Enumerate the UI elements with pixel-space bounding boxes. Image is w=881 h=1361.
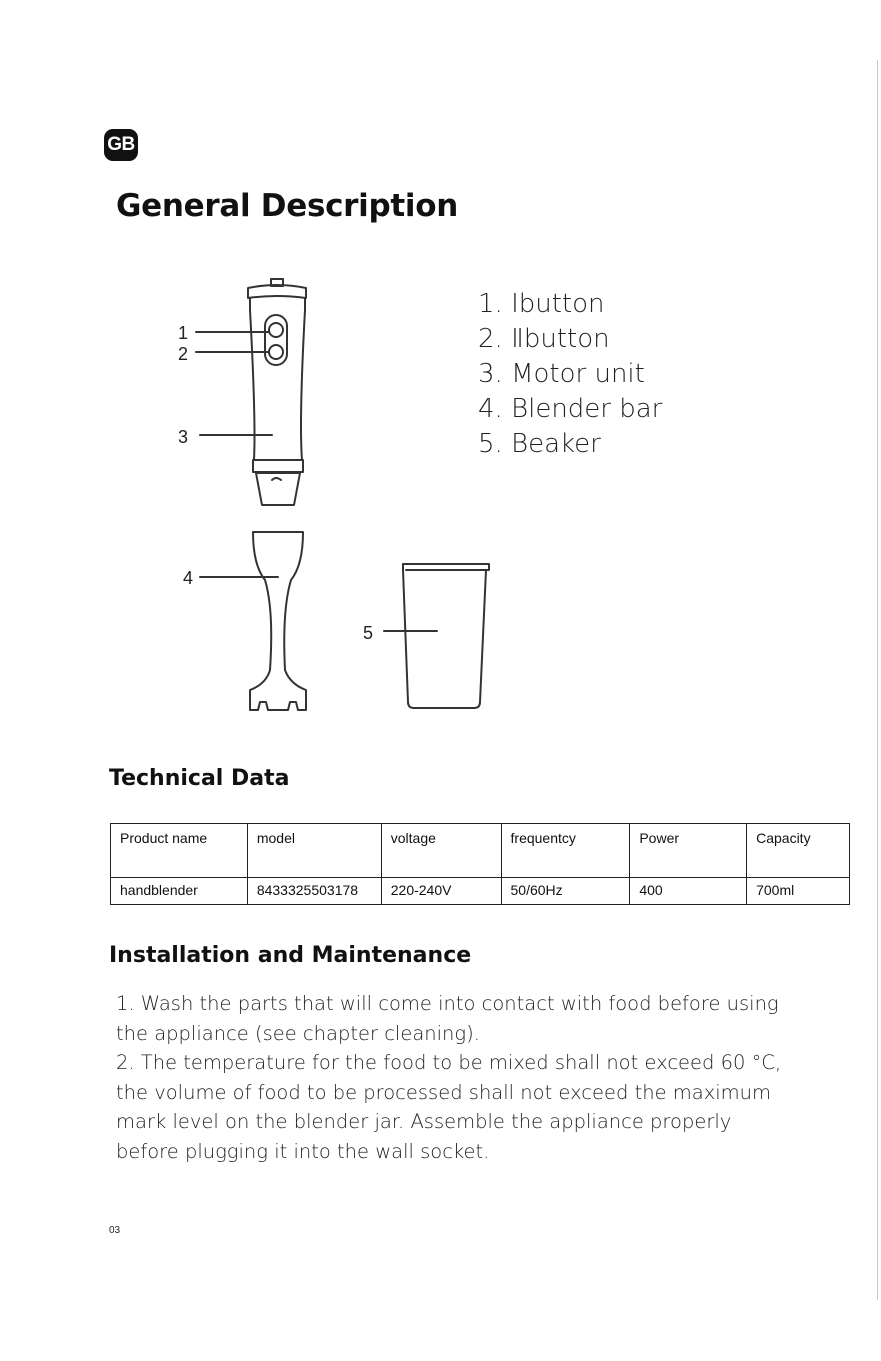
callout-number-5: 5 xyxy=(363,623,374,643)
technical-data-heading: Technical Data xyxy=(109,766,290,791)
language-badge: GB xyxy=(104,129,138,161)
table-header-cell: model xyxy=(247,824,381,878)
table-cell: 400 xyxy=(630,878,747,905)
table-cell: handblender xyxy=(111,878,248,905)
callout-number-4: 4 xyxy=(183,568,194,588)
motor-unit-drawing xyxy=(248,279,306,505)
installation-text xyxy=(116,989,786,1166)
installation-paragraph: 1. Wash the parts that will come into contact with food before using the appliance (see chapter cleaning). xyxy=(116,992,779,1045)
table-header-cell: voltage xyxy=(381,824,501,878)
table-cell: 50/60Hz xyxy=(501,878,630,905)
table-header-cell: Power xyxy=(630,824,747,878)
page-edge-line xyxy=(877,60,878,1300)
table-cell: 700ml xyxy=(747,878,850,905)
parts-list-item: 4. Blender bar xyxy=(478,394,663,424)
table-cell: 8433325503178 xyxy=(247,878,381,905)
table-header-cell: frequentcy xyxy=(501,824,630,878)
callout-number-1: 1 xyxy=(178,323,189,343)
beaker-drawing xyxy=(403,564,489,708)
installation-paragraph: 2. The temperature for the food to be mixed shall not exceed 60 °C, the volume of food to be processed shall not exceed the maximum mark level on the blender jar. Assemble the appliance properly before plugging it into the wall socket. xyxy=(116,1051,782,1163)
table-header-row xyxy=(111,824,850,878)
parts-list-item: 5. Beaker xyxy=(478,429,601,459)
page-title: General Description xyxy=(116,188,458,224)
technical-data-table xyxy=(110,823,850,905)
parts-list-item: 2. Ⅱbutton xyxy=(478,324,610,354)
table-header-cell: Product name xyxy=(111,824,248,878)
callout-number-3: 3 xyxy=(178,427,189,447)
blender-bar-drawing xyxy=(250,532,306,710)
table-row xyxy=(111,878,850,905)
parts-list xyxy=(478,287,662,462)
table-header-cell: Capacity xyxy=(747,824,850,878)
callout-number-2: 2 xyxy=(178,344,189,364)
installation-heading: Installation and Maintenance xyxy=(109,943,472,968)
page-number: 03 xyxy=(109,1225,121,1236)
table-cell: 220-240V xyxy=(381,878,501,905)
blender-parts-illustration xyxy=(160,270,520,730)
parts-list-item: 3. Motor unit xyxy=(478,359,645,389)
parts-list-item: 1. Ⅰbutton xyxy=(478,289,605,319)
